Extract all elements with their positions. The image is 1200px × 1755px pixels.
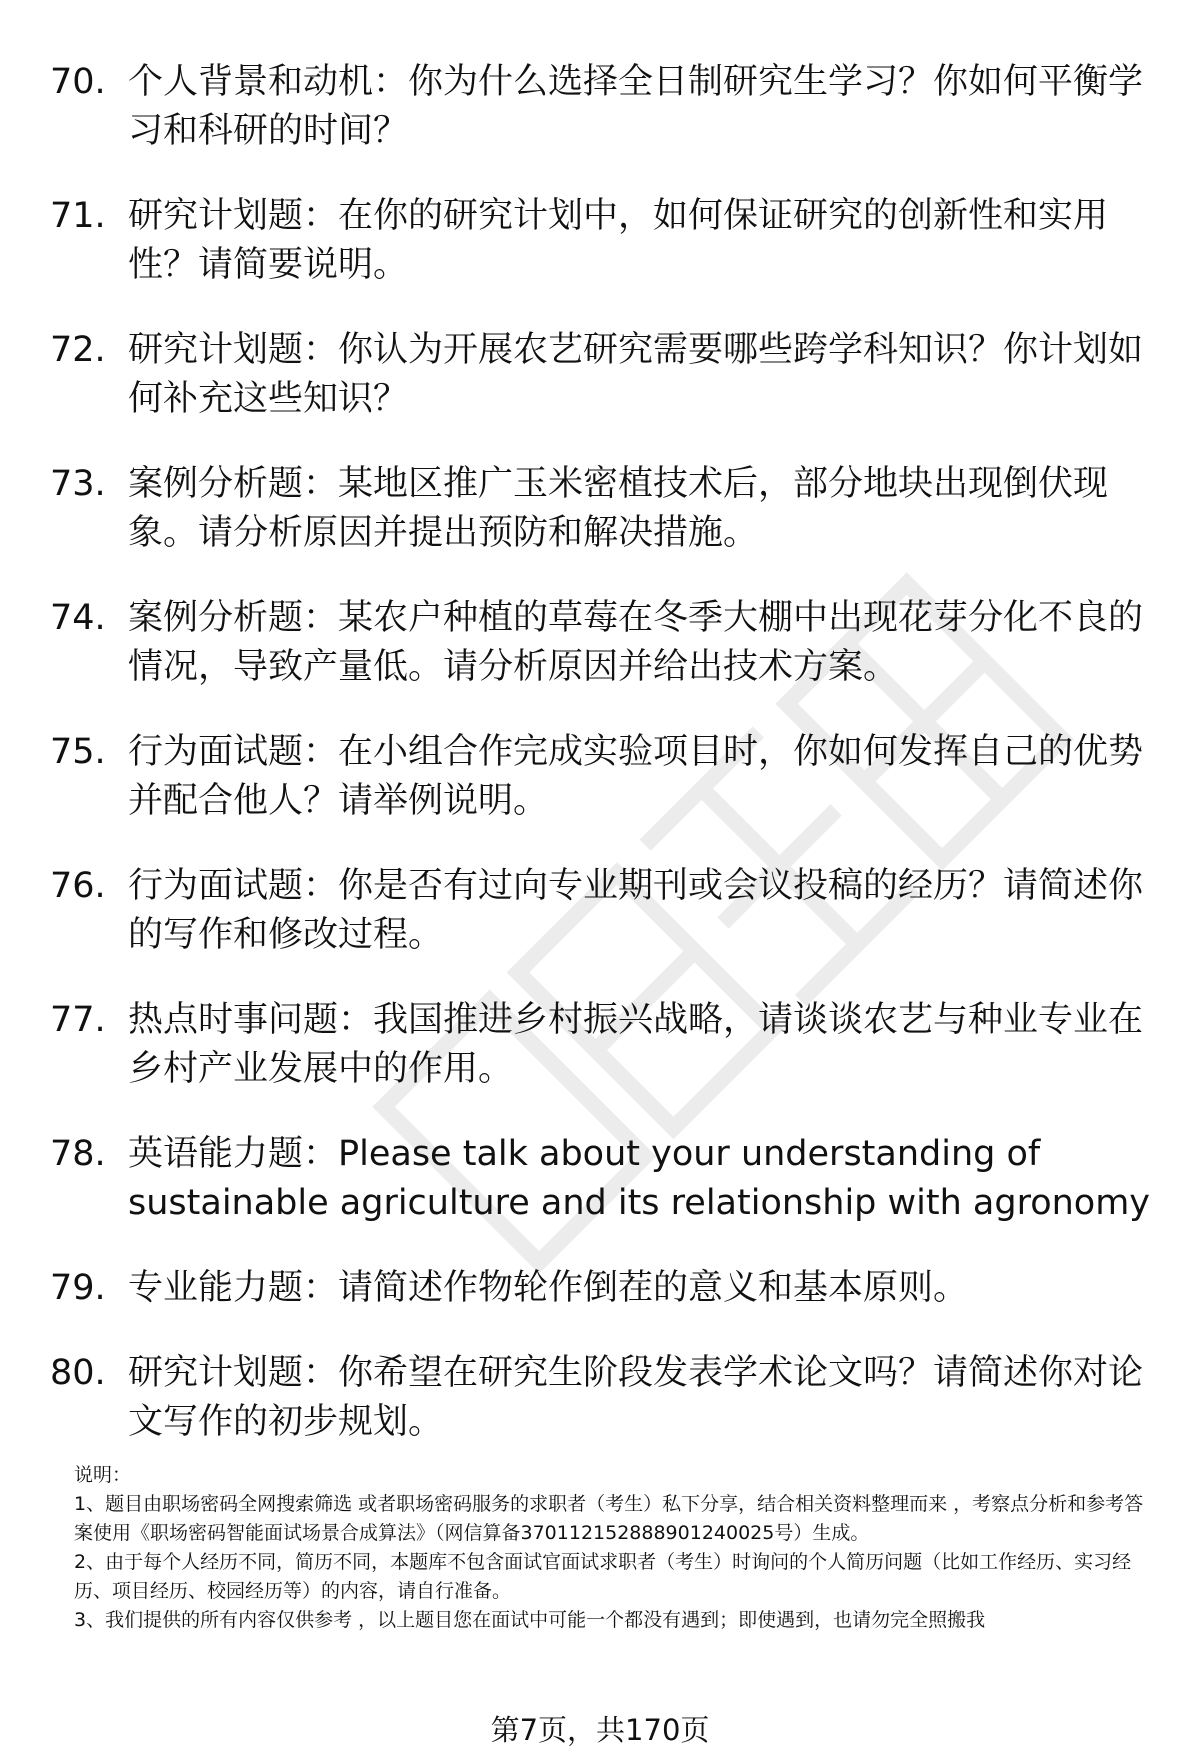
question-number: 74. — [50, 598, 106, 638]
notes-item: 2、由于每个人经历不同，简历不同，本题库不包含面试官面试求职者（考生）时询问的个人简历问题（比如工作经历、实习经历、项目经历、校园经历等）的内容，请自行准备。 — [74, 1551, 1132, 1602]
question-body: 在小组合作完成实验项目时，你如何发挥自己的优势并配合他人？请举例说明。 — [128, 732, 1144, 821]
question-category: 热点时事问题： — [128, 1000, 374, 1040]
question-item — [50, 1264, 1160, 1313]
question-number: 80. — [50, 1353, 106, 1393]
question-number: 78. — [50, 1134, 106, 1174]
question-body: 你为什么选择全日制研究生学习？你如何平衡学习和科研的时间？ — [128, 62, 1144, 151]
question-category: 行为面试题： — [128, 732, 339, 772]
question-body: Please talk about your understanding of sustainable agriculture and its relationship with agronomy — [128, 1134, 1151, 1223]
question-category: 行为面试题： — [128, 866, 339, 906]
question-number: 75. — [50, 732, 106, 772]
question-text — [128, 996, 1160, 1094]
question-number: 77. — [50, 1000, 106, 1040]
question-text — [128, 594, 1160, 692]
question-item — [50, 728, 1160, 826]
question-text — [128, 862, 1160, 960]
question-text — [128, 460, 1160, 558]
question-list — [50, 58, 1160, 1483]
question-category: 英语能力题： — [128, 1134, 339, 1174]
question-item — [50, 1349, 1160, 1447]
question-category: 研究计划题： — [128, 196, 339, 236]
question-number: 71. — [50, 196, 106, 236]
question-text — [128, 728, 1160, 826]
notes-item: 3、我们提供的所有内容仅供参考 ，以上题目您在面试中可能一个都没有遇到；即使遇到，也请勿完全照搬我 — [74, 1609, 986, 1631]
question-number: 73. — [50, 464, 106, 504]
question-text — [128, 58, 1160, 156]
question-item — [50, 192, 1160, 290]
question-item — [50, 996, 1160, 1094]
question-text — [128, 1264, 1160, 1313]
question-item — [50, 58, 1160, 156]
question-category: 研究计划题： — [128, 330, 339, 370]
question-item — [50, 862, 1160, 960]
question-body: 某农户种植的草莓在冬季大棚中出现花芽分化不良的情况，导致产量低。请分析原因并给出技术方案。 — [128, 598, 1144, 687]
question-body: 请简述作物轮作倒茬的意义和基本原则。 — [338, 1268, 969, 1308]
question-text — [128, 326, 1160, 424]
question-item — [50, 326, 1160, 424]
question-number: 79. — [50, 1268, 106, 1308]
question-category: 个人背景和动机： — [128, 62, 409, 102]
question-category: 专业能力题： — [128, 1268, 339, 1308]
question-category: 案例分析题： — [128, 598, 339, 638]
question-body: 你认为开展农艺研究需要哪些跨学科知识？你计划如何补充这些知识？ — [128, 330, 1144, 419]
question-body: 你是否有过向专业期刊或会议投稿的经历？请简述你的写作和修改过程。 — [128, 866, 1144, 955]
question-text — [128, 1349, 1160, 1447]
question-body: 你希望在研究生阶段发表学术论文吗？请简述你对论文写作的初步规划。 — [128, 1353, 1144, 1442]
question-body: 在你的研究计划中，如何保证研究的创新性和实用性？请简要说明。 — [128, 196, 1109, 285]
question-number: 70. — [50, 62, 106, 102]
question-item — [50, 460, 1160, 558]
page-number: 第7页，共170页 — [490, 1713, 710, 1747]
question-category: 案例分析题： — [128, 464, 339, 504]
question-body: 某地区推广玉米密植技术后，部分地块出现倒伏现象。请分析原因并提出预防和解决措施。 — [128, 464, 1109, 553]
question-item — [50, 1130, 1160, 1228]
question-body: 我国推进乡村振兴战略，请谈谈农艺与种业专业在乡村产业发展中的作用。 — [128, 1000, 1144, 1089]
question-category: 研究计划题： — [128, 1353, 339, 1393]
question-text — [128, 192, 1160, 290]
question-text — [128, 1130, 1160, 1228]
question-number: 72. — [50, 330, 106, 370]
notes-heading: 说明： — [74, 1464, 132, 1486]
question-item — [50, 594, 1160, 692]
notes-section — [74, 1461, 1154, 1635]
notes-item: 1、题目由职场密码全网搜索筛选 或者职场密码服务的求职者（考生）私下分享，结合相关资料整理而来 ，考察点分析和参考答案使用《职场密码智能面试场景合成算法》（网信算备370112152888901240025号）生成。 — [74, 1493, 1144, 1544]
question-number: 76. — [50, 866, 106, 906]
